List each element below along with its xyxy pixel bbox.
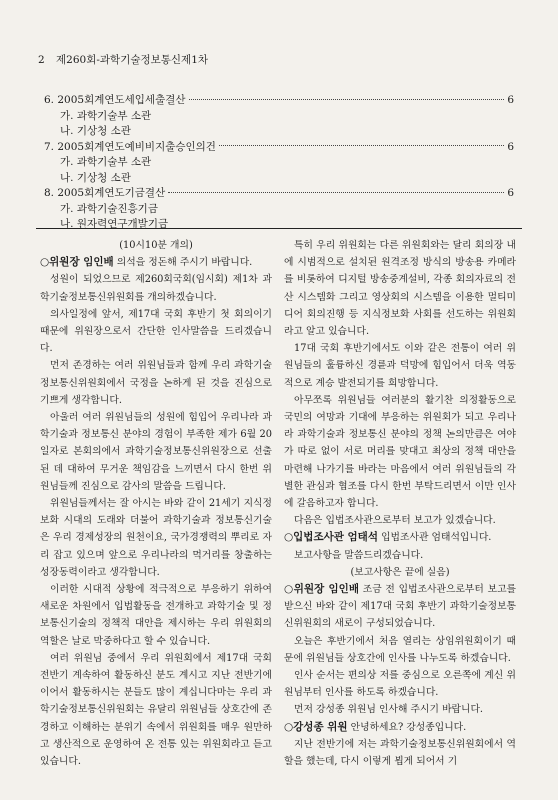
agenda-list: [44, 93, 514, 233]
body-paragraph: 보고사항을 말씀드리겠습니다.: [294, 549, 424, 561]
body-paragraph: 성원이 되었으므로 제260회국회(임시회) 제1차 과학기술정보통신위원회를 개의하겠습니다.: [40, 274, 272, 303]
speech-text: 입법조사관 엄태석입니다.: [377, 532, 492, 544]
agenda-item-label: 가. 과학기술부 소관: [60, 109, 152, 122]
agenda-subitem: [44, 124, 514, 140]
dot-leader: [219, 144, 504, 146]
dot-leader: [168, 191, 504, 193]
body-paragraph: 먼저 강성종 위원님 인사해 주시기 바랍니다.: [294, 704, 484, 716]
agenda-subitem: [44, 202, 514, 218]
body-paragraph: 17대 국회 후반기에서도 이와 같은 전통이 여러 위원님들의 훌륭하신 경륜과 덕망에 힘입어서 더욱 역동적으로 계승 발전되기를 희망합니다.: [284, 343, 516, 389]
body-paragraph: 지난 전반기에 저는 과학기술정보통신위원회에서 역할을 했는데, 다시 이렇게 뵙게 되어서 기: [284, 738, 516, 768]
speaker-paragraph: [40, 254, 272, 271]
speech-text: 의석을 정돈해 주시기 바랍니다.: [113, 257, 253, 269]
speech-text: 조금 전 입법조사관으로부터 보고를 받으신 바와 같이 제17대 국회 후반기 과학기술정보통신위원회의 새로이 구성되었습니다.: [284, 584, 516, 630]
agenda-item-label: 나. 기상청 소관: [60, 171, 131, 184]
agenda-item-label: 나. 원자력연구개발기금: [60, 218, 169, 230]
body-paragraph: 아울러 여러 위원님들의 성원에 힘입어 우리나라 과학기술과 정보통신 분야의 경험이 부족한 제가 6월 20일자로 본회의에서 과학기술정보통신위원장으로 선출된 데 대하여 무거운 책임감을 느끼면서 다시 한번 위원님들께 진심으로 감사의 말씀을 드립니다.: [40, 412, 272, 492]
section-divider: [36, 228, 522, 229]
body-paragraph: 특히 우리 위원회는 다른 위원회와는 달리 회의장 내에 시범적으로 설치된 원격조정 방식의 방송용 카메라를 비롯하여 디지털 방송중계설비, 각종 회의자료의 전산 시스템화 그리고 영상회의 시스템을 이용한 멀티미디어 회의진행 등 지식정보화 사회를 선도하는 위원회라고 알고 있습니다.: [284, 240, 516, 338]
header-title: 제260회-과학기술정보통신제1차: [56, 54, 209, 66]
agenda-subitem: [44, 171, 514, 187]
agenda-subitem: [44, 155, 514, 171]
speaker-name: ○위원장 임인배: [40, 256, 114, 269]
body-paragraph: 위원님들께서는 잘 아시는 바와 같이 21세기 지식정보화 시대의 도래와 더불어 과학기술과 정보통신기술은 우리 경제성장의 원천이요, 국가경쟁력의 뿌리로 자리 잡고 있으며 앞으로 우리나라의 먹거리를 창출하는 성장동력이라고 생각합니다.: [40, 498, 272, 578]
dot-leader: [189, 98, 505, 100]
speaker-paragraph: [284, 529, 516, 546]
agenda-subitem: [44, 109, 514, 125]
agenda-item-page: 6: [507, 140, 514, 153]
agenda-item-page: 6: [507, 94, 514, 106]
agenda-item-label: 6. 2005회계연도세입세출결산: [44, 94, 186, 106]
page-number: 2: [38, 54, 45, 66]
body-paragraph: 여러 위원님 중에서 우리 위원회에서 제17대 국회 전반기 계속하여 활동하신 분도 계시고 지난 전반기에 이어서 활동하시는 분들도 많이 계십니다마는 우리 과학기술정보통신위원회는 유달리 위원님들 상호간에 존경하고 이해하는 분위기 속에서 위원회를 매우 원만하고 생산적으로 운영하여 온 전통 있는 위원회라고 듣고 있습니다.: [40, 652, 272, 768]
speaker-paragraph: [284, 719, 516, 736]
speaker-name: ○위원장 임인배: [284, 583, 359, 596]
agenda-item-label: 7. 2005회계연도예비비지출승인의건: [44, 140, 216, 153]
body-paragraph: 오늘은 후반기에서 처음 열리는 상임위원회이기 때문에 위원님들 상호간에 인사를 나누도록 하겠습니다.: [284, 635, 516, 664]
stage-direction: (10시10분 개의): [119, 240, 193, 251]
body-paragraph: 먼저 존경하는 여러 위원님들과 함께 우리 과학기술정보통신위원회에서 국정을 논하게 된 것을 진심으로 기쁘게 생각합니다.: [40, 360, 272, 406]
page-header: [38, 52, 208, 67]
agenda-item-page: 6: [507, 187, 514, 199]
body-paragraph: 아무쪼록 위원님들 여러분의 활기찬 의정활동으로 국민의 여망과 기대에 부응하는 위원회가 되고 우리나라 과학기술과 정보통신 분야의 정책 논의만큼은 여야가 따로 없이 서로 머리를 맞대고 최상의 정책 대안을 마련해 나가기를 바라는 마음에서 여러 위원님들의 각별한 관심과 협조를 다시 한번 부탁드리면서 이만 인사에 갈음하고자 합니다.: [284, 394, 516, 510]
right-column: [284, 237, 516, 770]
agenda-item-label: 가. 과학기술부 소관: [60, 156, 152, 168]
body-paragraph: 이러한 시대적 상황에 적극적으로 부응하기 위하여 새로운 차원에서 입법활동을 전개하고 과학기술 및 정보통신기술의 정책적 대안을 제시하는 우리 위원회의 역할은 날로 막중하다고 할 수 있습니다.: [40, 584, 272, 647]
agenda-item: [44, 186, 514, 202]
left-column: [40, 237, 272, 770]
speaker-name: ○강성종 위원: [284, 720, 348, 733]
speaker-paragraph: [284, 581, 516, 633]
body-paragraph: 다음은 입법조사관으로부터 보고가 있겠습니다.: [294, 515, 496, 527]
agenda-item-label: 8. 2005회계연도기금결산: [44, 187, 166, 199]
agenda-subitem: [44, 217, 514, 233]
stage-direction: (보고사항은 끝에 실음): [350, 566, 450, 578]
agenda-item: [44, 140, 514, 156]
speaker-name: ○입법조사관 엄태석: [284, 531, 378, 544]
agenda-item-label: 나. 기상청 소관: [60, 125, 131, 137]
body-paragraph: 인사 순서는 편의상 저를 중심으로 오른쪽에 계신 위원님부터 인사를 하도록 하겠습니다.: [284, 670, 516, 699]
agenda-item-label: 가. 과학기술진흥기금: [60, 202, 158, 215]
agenda-item: [44, 93, 514, 109]
speech-text: 안녕하세요? 강성종입니다.: [347, 721, 467, 733]
body-paragraph: 의사일정에 앞서, 제17대 국회 후반기 첫 회의이기 때문에 위원장으로서 간단한 인사말씀을 드리겠습니다.: [40, 308, 272, 355]
